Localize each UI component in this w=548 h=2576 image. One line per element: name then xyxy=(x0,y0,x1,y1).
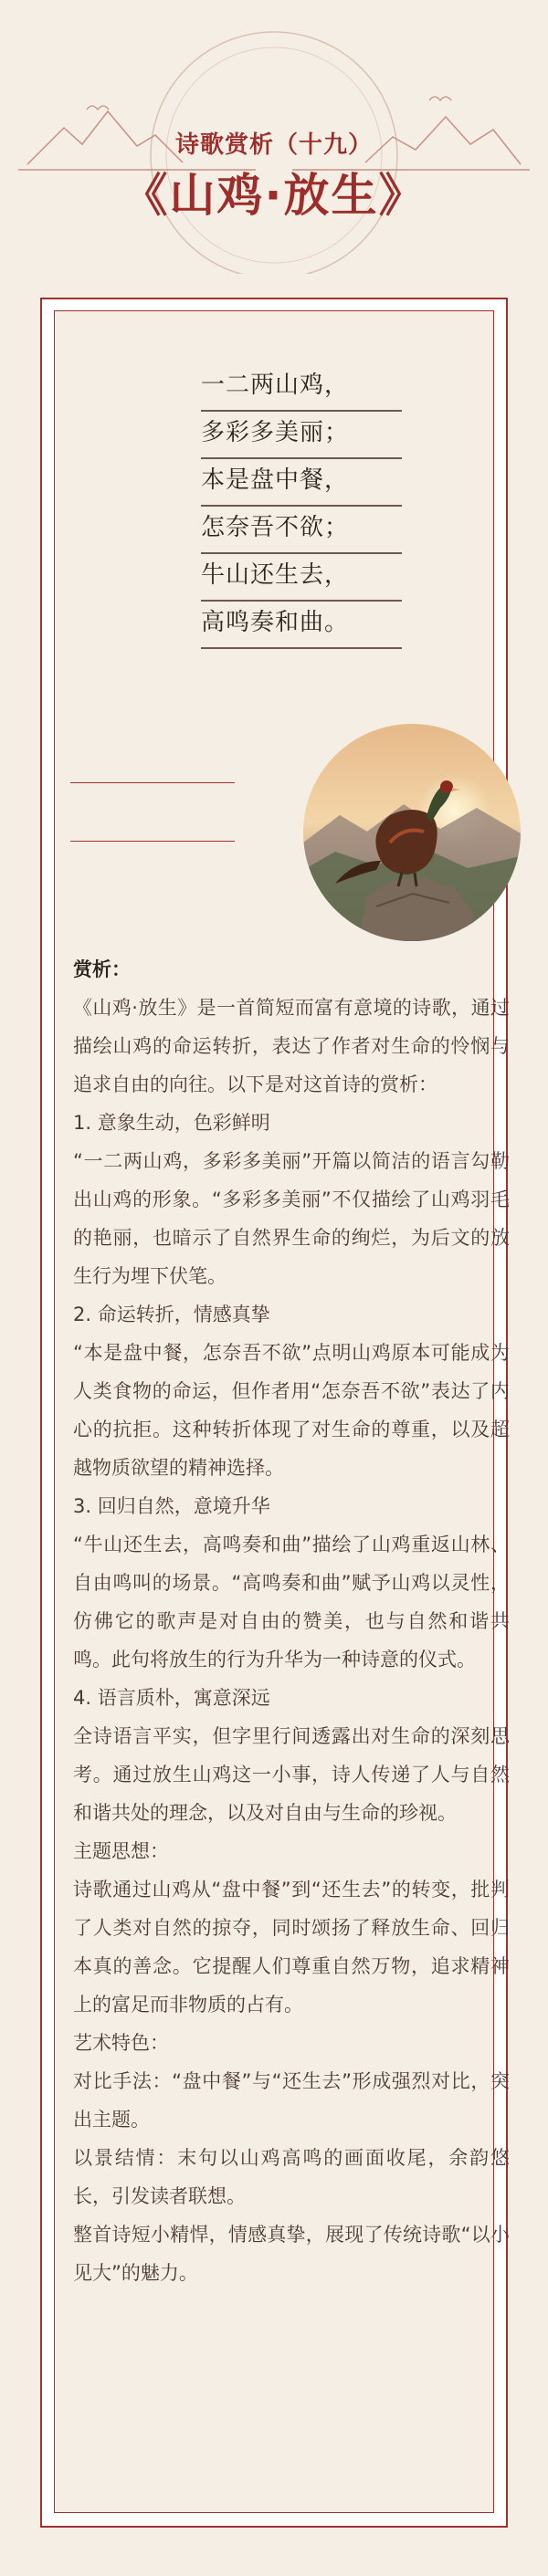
divider-line xyxy=(70,841,235,842)
analysis-heading: 赏析： xyxy=(73,958,131,980)
content-card-inner xyxy=(54,310,510,2513)
section-text: “一二两山鸡，多彩多美丽”开篇以简洁的语言勾勒出山鸡的形象。“多彩多美丽”不仅描绘了山鸡羽毛的艳丽，也暗示了自然界生命的绚烂，为后文的放生行为埋下伏笔。 xyxy=(73,1150,510,1287)
content-card xyxy=(40,298,508,2528)
header xyxy=(0,0,548,274)
theme-text: 诗歌通过山鸡从“盘中餐”到“还生去”的转变，批判了人类对自然的掠夺，同时颂扬了释放生命、回归本真的善念。它提醒人们尊重自然万物，追求精神上的富足而非物质的占有。 xyxy=(73,1879,510,2016)
art-item: 对比手法：“盘中餐”与“还生去”形成强烈对比，突出主题。 xyxy=(73,2070,510,2131)
analysis xyxy=(73,950,510,2292)
poem-line: 高鸣奏和曲。 xyxy=(201,602,402,649)
section-text: “牛山还生去，高鸣奏和曲”描绘了山鸡重返山林、自由鸣叫的场景。“高鸣奏和曲”赋予山鸡以灵性，仿佛它的歌声是对自由的赞美，也与自然和谐共鸣。此句将放生的行为升华为一种诗意的仪式。 xyxy=(73,1534,510,1670)
page-subtitle: 诗歌赏析（十九） xyxy=(174,131,373,159)
poem-line: 牛山还生去， xyxy=(201,554,402,602)
divider-line xyxy=(70,782,235,783)
analysis-intro: 《山鸡·放生》是一首简短而富有意境的诗歌，通过描绘山鸡的命运转折，表达了作者对生命的怜悯与追求自由的向往。以下是对这首诗的赏析： xyxy=(73,997,510,1095)
conclusion: 整首诗短小精悍，情感真挚，展现了传统诗歌“以小见大”的魅力。 xyxy=(73,2224,510,2284)
pheasant-illustration xyxy=(303,724,521,941)
section-heading: 2. 命运转折，情感真挚 xyxy=(73,1304,270,1325)
art-item: 以景结情：末句以山鸡高鸣的画面收尾，余韵悠长，引发读者联想。 xyxy=(73,2147,510,2207)
poem-line: 本是盘中餐， xyxy=(201,459,402,507)
theme-heading: 主题思想： xyxy=(73,1840,169,1862)
section-text: 全诗语言平实，但字里行间透露出对生命的深刻思考。通过放生山鸡这一小事，诗人传递了人与自然和谐共处的理念，以及对自由与生命的珍视。 xyxy=(73,1725,510,1824)
art-heading: 艺术特色： xyxy=(73,2032,169,2054)
page-title: 《山鸡·放生》 xyxy=(121,169,427,222)
section-heading: 1. 意象生动，色彩鲜明 xyxy=(73,1112,270,1134)
section-heading: 3. 回归自然，意境升华 xyxy=(73,1495,270,1517)
section-text: “本是盘中餐，怎奈吾不欲”点明山鸡原本可能成为人类食物的命运，但作者用“怎奈吾不欲”表达了内心的抗拒。这种转折体现了对生命的尊重，以及超越物质欲望的精神选择。 xyxy=(73,1342,510,1479)
pheasant-on-rock-icon xyxy=(303,724,521,941)
section-heading: 4. 语言质朴，寓意深远 xyxy=(73,1687,270,1709)
poem-line: 怎奈吾不欲； xyxy=(201,507,402,554)
poem xyxy=(201,364,402,649)
poem-line: 一二两山鸡， xyxy=(201,364,402,412)
poem-line: 多彩多美丽； xyxy=(201,412,402,459)
